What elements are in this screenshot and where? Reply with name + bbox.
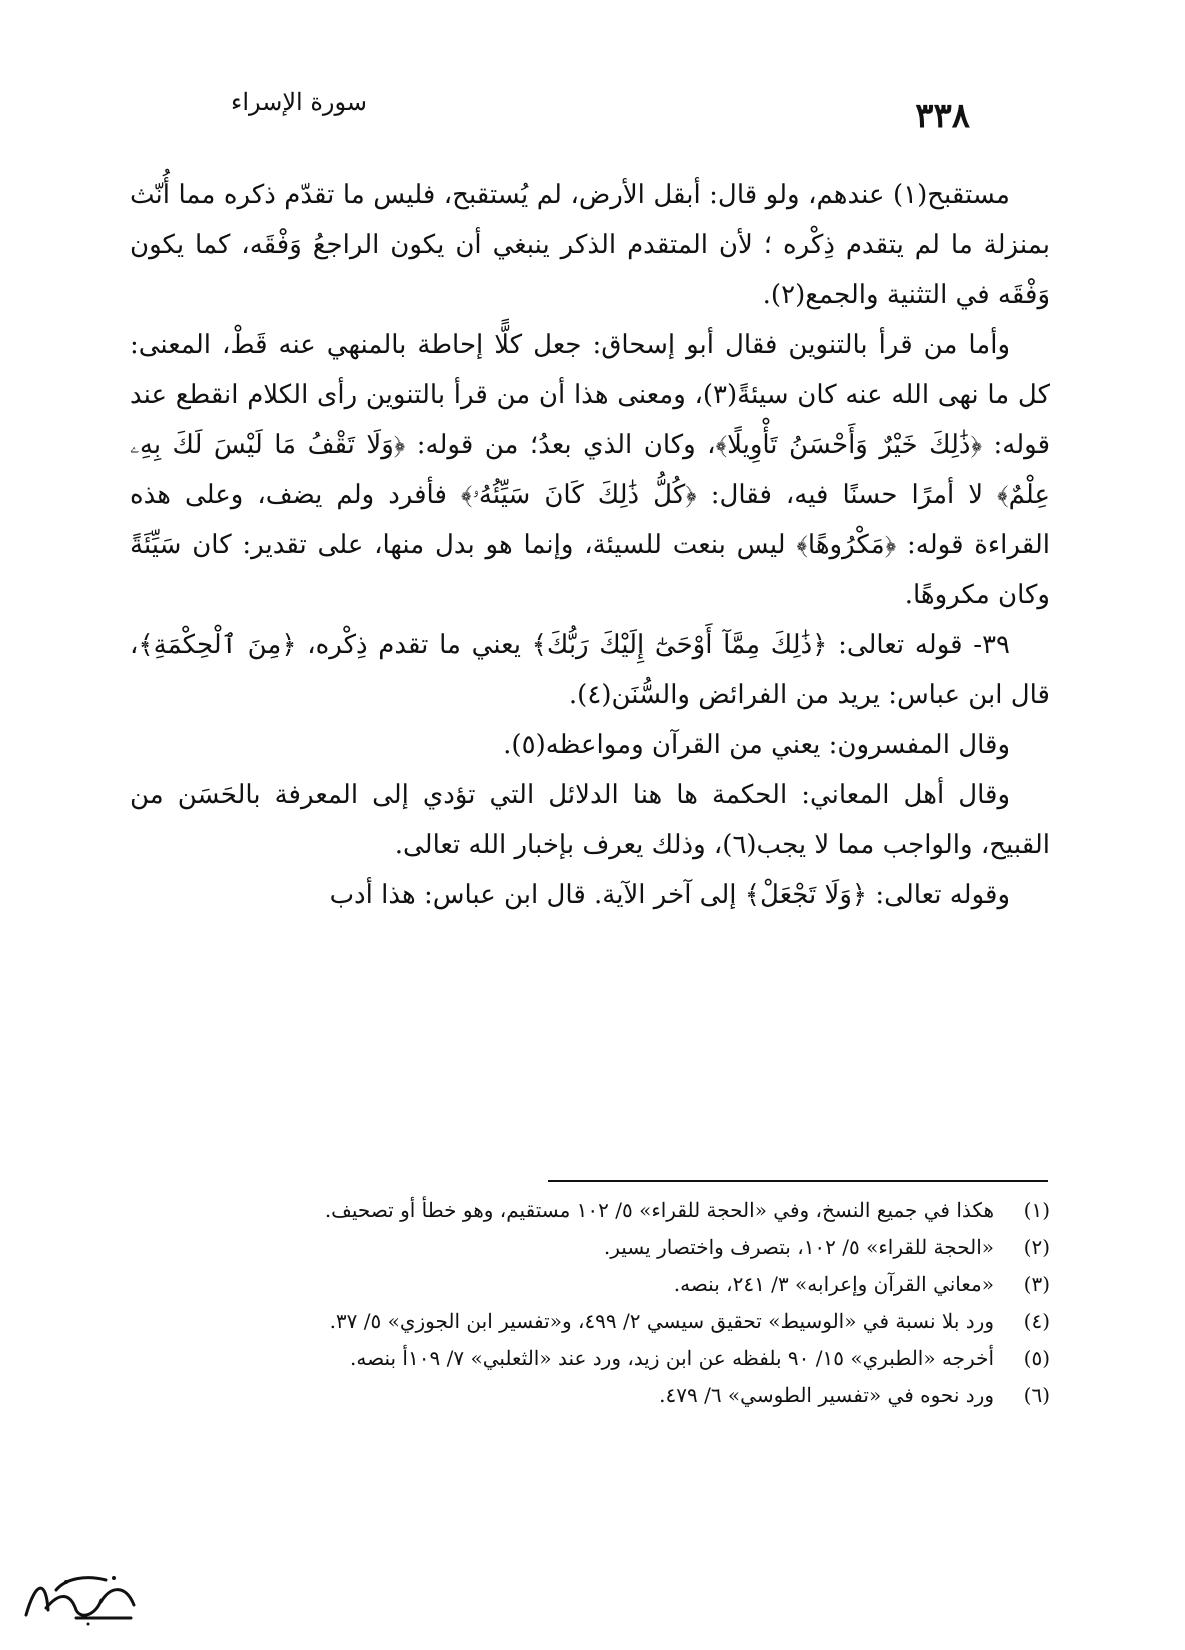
footnote-text: ورد نحوه في «تفسير الطوسي» ٦/ ٤٧٩. — [659, 1383, 994, 1407]
footnote-1 — [130, 1192, 1050, 1229]
footnote-4 — [130, 1303, 1050, 1340]
footnote-2 — [130, 1229, 1050, 1266]
footnote-6 — [130, 1377, 1050, 1414]
calligraphy-logo-icon — [16, 1560, 146, 1630]
paragraph-3: ٣٩- قوله تعالى: ﴿ذَٰلِكَ مِمَّآ أَوْحَىٰٓ إِلَيْكَ رَبُّكَ﴾ يعني ما تقدم ذِكْره، ﴿مِنَ ٱلْحِكْمَةِ﴾، قال ابن عباس: يريد من الفرائض والسُّنَن(٤). — [130, 630, 1050, 710]
footnote-text: «الحجة للقراء» ٥/ ١٠٢، بتصرف واختصار يسير. — [603, 1235, 994, 1259]
footnote-number: (٢) — [1023, 1235, 1050, 1259]
footnote-number: (٣) — [1023, 1272, 1050, 1296]
paragraph-4: وقال المفسرون: يعني من القرآن ومواعظه(٥). — [503, 730, 1010, 760]
footnote-number: (١) — [1023, 1198, 1050, 1222]
footnote-number: (٦) — [1023, 1383, 1050, 1407]
footnote-separator — [548, 1180, 1048, 1182]
footnote-text: أخرجه «الطبري» ١٥/ ٩٠ بلفظه عن ابن زيد، ورد عند «الثعلبي» ٧/ ١٠٩أ بنصه. — [350, 1346, 994, 1370]
footnotes — [130, 1192, 1050, 1414]
footnote-number: (٤) — [1023, 1309, 1050, 1333]
footnote-text: «معاني القرآن وإعرابه» ٣/ ٢٤١، بنصه. — [673, 1272, 994, 1296]
footnote-3 — [130, 1266, 1050, 1303]
footnote-number: (٥) — [1023, 1346, 1050, 1370]
paragraph-5: وقال أهل المعاني: الحكمة ها هنا الدلائل التي تؤدي إلى المعرفة بالحَسَن من القبيح، والواجب مما لا يجب(٦)، وذلك يعرف بإخبار الله تعالى. — [130, 780, 1050, 860]
paragraph-1: مستقبح(١) عندهم، ولو قال: أبقل الأرض، لم يُستقبح، فليس ما تقدّم ذكره مما أُنّث بمنزلة ما لم يتقدم ذِكْره ؛ لأن المتقدم الذكر ينبغي أن يكون الراجعُ وَفْقَه، كما يكون وَفْقَه في التثنية والجمع(٢). — [130, 180, 1050, 310]
surah-title: سورة الإسراء — [231, 88, 367, 116]
main-text — [130, 170, 1050, 920]
footnote-text: ورد بلا نسبة في «الوسيط» تحقيق سيسي ٢/ ٤٩٩، و«تفسير ابن الجوزي» ٥/ ٣٧. — [329, 1309, 994, 1333]
paragraph-2: وأما من قرأ بالتنوين فقال أبو إسحاق: جعل كلًّا إحاطة بالمنهي عنه قَطْ، المعنى: كل ما نهى الله عنه كان سيئةً(٣)، ومعنى هذا أن من قرأ بالتنوين رأى الكلام انقطع عند قوله: ﴿ذَٰلِكَ خَيْرٌ وَأَحْسَنُ تَأْوِيلًا﴾، وكان الذي بعدُ؛ من قوله: ﴿وَلَا تَقْفُ مَا لَيْسَ لَكَ بِهِۦ عِلْمٌ﴾ لا أمرًا حسنًا فيه، فقال: ﴿كُلُّ ذَٰلِكَ كَانَ سَيِّئُهُۥ﴾ فأفرد ولم يضف، وعلى هذه القراءة قوله: ﴿مَكْرُوهًا﴾ ليس بنعت للسيئة، وإنما هو بدل منها، على تقدير: كان سَيِّئَةً وكان مكروهًا. — [130, 330, 1050, 610]
footnote-5 — [130, 1340, 1050, 1377]
footnote-text: هكذا في جميع النسخ، وفي «الحجة للقراء» ٥/ ١٠٢ مستقيم، وهو خطأ أو تصحيف. — [324, 1198, 994, 1222]
paragraph-6: وقوله تعالى: ﴿وَلَا تَجْعَلْ﴾ إلى آخر الآية. قال ابن عباس: هذا أدب — [329, 880, 1010, 910]
page-number: ٣٣٨ — [915, 96, 970, 136]
